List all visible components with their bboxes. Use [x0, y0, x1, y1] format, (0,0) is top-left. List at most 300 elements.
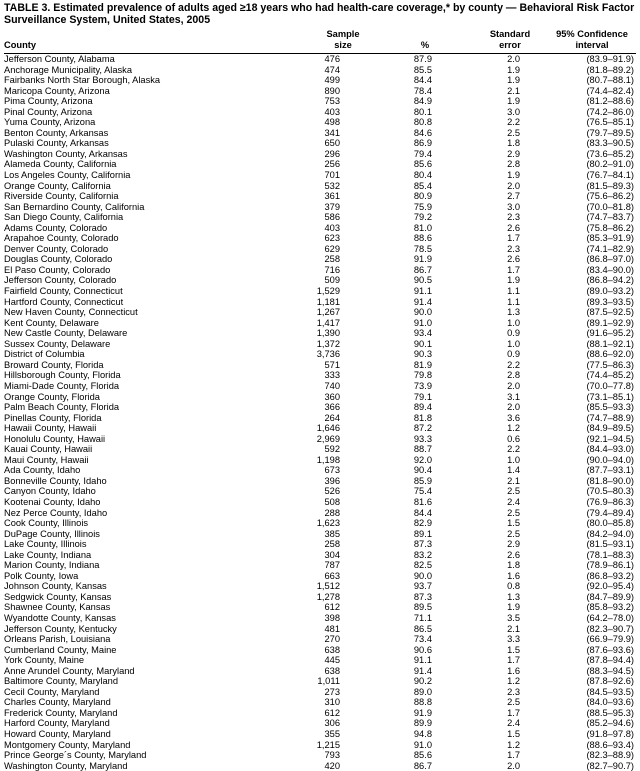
cell-confidence-interval: (81.5–89.3) — [586, 180, 634, 191]
table-row — [0, 202, 640, 213]
cell-county: Pima County, Arizona — [4, 96, 93, 107]
cell-confidence-interval: (74.7–88.9) — [586, 412, 634, 423]
table-row — [0, 297, 640, 308]
cell-confidence-interval: (88.6–93.4) — [586, 739, 634, 750]
cell-sample-size: 571 — [324, 359, 340, 370]
cell-sample-size: 288 — [324, 507, 340, 518]
cell-percent: 89.1 — [413, 528, 432, 539]
cell-county: Marion County, Indiana — [4, 560, 100, 571]
table-row — [0, 54, 640, 65]
cell-confidence-interval: (64.2–78.0) — [586, 612, 634, 623]
cell-county: Nez Perce County, Idaho — [4, 507, 108, 518]
cell-confidence-interval: (86.8–97.0) — [586, 254, 634, 265]
table-row — [0, 275, 640, 286]
table-row — [0, 212, 640, 223]
table-row — [0, 518, 640, 529]
cell-county: Orleans Parish, Louisiana — [4, 634, 111, 645]
cell-standard-error: 3.6 — [507, 412, 520, 423]
cell-percent: 88.6 — [413, 233, 432, 244]
cell-confidence-interval: (73.6–85.2) — [586, 148, 634, 159]
cell-confidence-interval: (81.8–90.0) — [586, 475, 634, 486]
cell-standard-error: 2.0 — [507, 760, 520, 771]
cell-percent: 79.1 — [413, 391, 432, 402]
cell-percent: 89.9 — [413, 718, 432, 729]
cell-county: Washington County, Maryland — [4, 760, 128, 771]
cell-sample-size: 586 — [324, 212, 340, 223]
cell-county: Kauai County, Hawaii — [4, 444, 93, 455]
cell-standard-error: 2.9 — [507, 148, 520, 159]
cell-sample-size: 474 — [324, 64, 340, 75]
cell-sample-size: 498 — [324, 117, 340, 128]
cell-county: Los Angeles County, California — [4, 170, 131, 181]
cell-sample-size: 1,623 — [316, 518, 340, 529]
table-row — [0, 708, 640, 719]
cell-confidence-interval: (76.5–85.1) — [586, 117, 634, 128]
cell-sample-size: 787 — [324, 560, 340, 571]
cell-percent: 89.0 — [413, 686, 432, 697]
cell-county: Ada County, Idaho — [4, 465, 81, 476]
cell-sample-size: 663 — [324, 570, 340, 581]
cell-sample-size: 304 — [324, 549, 340, 560]
cell-standard-error: 1.7 — [507, 750, 520, 761]
cell-county: Alameda County, California — [4, 159, 117, 170]
cell-sample-size: 1,198 — [316, 454, 340, 465]
cell-sample-size: 753 — [324, 96, 340, 107]
table-row — [0, 750, 640, 761]
cell-percent: 91.9 — [413, 707, 432, 718]
cell-percent: 91.1 — [413, 655, 432, 666]
cell-percent: 73.9 — [413, 380, 432, 391]
cell-confidence-interval: (87.8–92.6) — [586, 676, 634, 687]
cell-confidence-interval: (73.1–85.1) — [586, 391, 634, 402]
cell-county: Frederick County, Maryland — [4, 707, 118, 718]
cell-sample-size: 403 — [324, 222, 340, 233]
cell-percent: 94.8 — [413, 729, 432, 739]
table-row — [0, 138, 640, 149]
table-row — [0, 360, 640, 371]
cell-county: Pinellas County, Florida — [4, 412, 102, 423]
cell-sample-size: 623 — [324, 233, 340, 244]
cell-percent: 91.4 — [413, 665, 432, 676]
cell-sample-size: 638 — [324, 644, 340, 655]
cell-sample-size: 499 — [324, 75, 340, 86]
cell-percent: 78.5 — [413, 243, 432, 254]
cell-standard-error: 2.2 — [507, 359, 520, 370]
table-row — [0, 339, 640, 350]
cell-county: Hawaii County, Hawaii — [4, 423, 97, 434]
cell-percent: 73.4 — [413, 634, 432, 645]
header-sample-size — [318, 29, 368, 51]
cell-percent: 86.5 — [413, 623, 432, 634]
cell-confidence-interval: (87.6–93.6) — [586, 644, 634, 655]
cell-county: Johnson County, Kansas — [4, 581, 107, 592]
cell-confidence-interval: (74.2–86.0) — [586, 106, 634, 117]
cell-standard-error: 1.9 — [507, 96, 520, 107]
table-row — [0, 697, 640, 708]
cell-county: Cumberland County, Maine — [4, 644, 117, 655]
cell-standard-error: 2.5 — [507, 486, 520, 497]
cell-confidence-interval: (66.9–79.9) — [586, 634, 634, 645]
cell-sample-size: 890 — [324, 85, 340, 96]
cell-confidence-interval: (81.2–88.6) — [586, 96, 634, 107]
table-row — [0, 571, 640, 582]
cell-percent: 90.5 — [413, 275, 432, 286]
table-row — [0, 318, 640, 329]
cell-standard-error: 2.4 — [507, 718, 520, 729]
cell-confidence-interval: (74.7–83.7) — [586, 212, 634, 223]
cell-standard-error: 0.9 — [507, 349, 520, 360]
cell-county: Benton County, Arkansas — [4, 127, 109, 138]
cell-standard-error: 2.3 — [507, 212, 520, 223]
header-se-line1: Standard — [489, 29, 531, 39]
cell-standard-error: 3.0 — [507, 106, 520, 117]
cell-percent: 88.8 — [413, 697, 432, 708]
cell-confidence-interval: (83.4–90.0) — [586, 264, 634, 275]
cell-percent: 91.1 — [413, 286, 432, 297]
header-county — [4, 40, 36, 51]
cell-percent: 87.3 — [413, 591, 432, 602]
cell-sample-size: 270 — [324, 634, 340, 645]
cell-sample-size: 1,529 — [316, 286, 340, 297]
cell-county: Orange County, Florida — [4, 391, 100, 402]
cell-county: Jefferson County, Colorado — [4, 275, 117, 286]
table-row — [0, 402, 640, 413]
cell-percent: 81.0 — [413, 222, 432, 233]
table-row — [0, 529, 640, 540]
cell-standard-error: 2.0 — [507, 380, 520, 391]
cell-percent: 80.1 — [413, 106, 432, 117]
cell-county: Charles County, Maryland — [4, 697, 111, 708]
cell-sample-size: 258 — [324, 254, 340, 265]
cell-percent: 87.2 — [413, 423, 432, 434]
table-row — [0, 413, 640, 424]
cell-percent: 79.4 — [413, 148, 432, 159]
cell-confidence-interval: (82.7–90.7) — [586, 760, 634, 771]
cell-standard-error: 1.2 — [507, 739, 520, 750]
cell-sample-size: 1,278 — [316, 591, 340, 602]
table-row — [0, 613, 640, 624]
cell-county: Maui County, Hawaii — [4, 454, 89, 465]
cell-standard-error: 2.4 — [507, 496, 520, 507]
table-row — [0, 392, 640, 403]
header-se-line2: error — [499, 40, 521, 50]
cell-percent: 90.0 — [413, 307, 432, 318]
cell-county: Lake County, Illinois — [4, 539, 87, 550]
cell-sample-size: 258 — [324, 539, 340, 550]
cell-county: Montgomery County, Maryland — [4, 739, 131, 750]
cell-county: Riverside County, California — [4, 191, 119, 202]
cell-percent: 82.9 — [413, 518, 432, 529]
cell-percent: 85.6 — [413, 750, 432, 761]
cell-percent: 84.4 — [413, 507, 432, 518]
cell-county: El Paso County, Colorado — [4, 264, 111, 275]
table-row — [0, 645, 640, 656]
cell-sample-size: 629 — [324, 243, 340, 254]
cell-percent: 91.0 — [413, 739, 432, 750]
cell-percent: 86.9 — [413, 138, 432, 149]
cell-percent: 80.4 — [413, 170, 432, 181]
cell-standard-error: 2.3 — [507, 243, 520, 254]
table-row — [0, 624, 640, 635]
cell-standard-error: 2.5 — [507, 127, 520, 138]
cell-county: Adams County, Colorado — [4, 222, 108, 233]
cell-percent: 81.9 — [413, 359, 432, 370]
table-row — [0, 455, 640, 466]
cell-sample-size: 1,372 — [316, 338, 340, 349]
cell-percent: 78.4 — [413, 85, 432, 96]
cell-sample-size: 793 — [324, 750, 340, 761]
table-row — [0, 687, 640, 698]
cell-standard-error: 1.0 — [507, 454, 520, 465]
cell-standard-error: 1.3 — [507, 307, 520, 318]
cell-sample-size: 355 — [324, 729, 340, 739]
cell-sample-size: 638 — [324, 665, 340, 676]
cell-standard-error: 3.1 — [507, 391, 520, 402]
cell-confidence-interval: (88.1–92.1) — [586, 338, 634, 349]
cell-standard-error: 1.5 — [507, 518, 520, 529]
cell-sample-size: 3,736 — [316, 349, 340, 360]
cell-standard-error: 1.0 — [507, 317, 520, 328]
cell-standard-error: 2.6 — [507, 222, 520, 233]
cell-sample-size: 256 — [324, 159, 340, 170]
cell-standard-error: 2.2 — [507, 444, 520, 455]
table-row — [0, 223, 640, 234]
cell-percent: 90.0 — [413, 570, 432, 581]
cell-county: York County, Maine — [4, 655, 85, 666]
table-title: TABLE 3. Estimated prevalence of adults aged ≥18 years who had health-care coverage,* by county — Behavioral Risk Factor Surveillance System, United States, 2005 — [4, 2, 635, 26]
table-row — [0, 592, 640, 603]
cell-confidence-interval: (87.5–92.5) — [586, 307, 634, 318]
cell-county: Fairbanks North Star Borough, Alaska — [4, 75, 161, 86]
cell-sample-size: 1,646 — [316, 423, 340, 434]
cell-sample-size: 1,390 — [316, 328, 340, 339]
table-row — [0, 444, 640, 455]
cell-confidence-interval: (84.9–89.5) — [586, 423, 634, 434]
cell-sample-size: 481 — [324, 623, 340, 634]
cell-standard-error: 2.9 — [507, 539, 520, 550]
cell-county: Cecil County, Maryland — [4, 686, 100, 697]
cell-standard-error: 1.2 — [507, 423, 520, 434]
cell-county: Harford County, Maryland — [4, 718, 110, 729]
cell-percent: 79.2 — [413, 212, 432, 223]
cell-county: Howard County, Maryland — [4, 729, 111, 739]
table-row — [0, 497, 640, 508]
cell-sample-size: 306 — [324, 718, 340, 729]
cell-standard-error: 1.5 — [507, 729, 520, 739]
cell-sample-size: 532 — [324, 180, 340, 191]
cell-confidence-interval: (86.8–93.2) — [586, 570, 634, 581]
table-row — [0, 86, 640, 97]
cell-confidence-interval: (78.1–88.3) — [586, 549, 634, 560]
cell-percent: 91.9 — [413, 254, 432, 265]
header-confidence-interval — [548, 29, 636, 51]
cell-confidence-interval: (79.7–89.5) — [586, 127, 634, 138]
cell-percent: 90.1 — [413, 338, 432, 349]
cell-percent: 90.2 — [413, 676, 432, 687]
table-row — [0, 508, 640, 519]
table-row — [0, 65, 640, 76]
cell-confidence-interval: (70.5–80.3) — [586, 486, 634, 497]
cell-sample-size: 366 — [324, 402, 340, 413]
header-percent-label: % — [420, 40, 430, 50]
cell-county: Hillsborough County, Florida — [4, 370, 121, 381]
cell-standard-error: 3.3 — [507, 634, 520, 645]
cell-percent: 86.7 — [413, 264, 432, 275]
cell-sample-size: 1,267 — [316, 307, 340, 318]
cell-standard-error: 1.7 — [507, 655, 520, 666]
cell-standard-error: 2.0 — [507, 54, 520, 64]
cell-county: Honolulu County, Hawaii — [4, 433, 106, 444]
cell-sample-size: 385 — [324, 528, 340, 539]
cell-confidence-interval: (91.8–97.8) — [586, 729, 634, 739]
table-row — [0, 434, 640, 445]
cell-sample-size: 1,215 — [316, 739, 340, 750]
cell-percent: 80.8 — [413, 117, 432, 128]
cell-confidence-interval: (78.9–86.1) — [586, 560, 634, 571]
cell-county: Sussex County, Delaware — [4, 338, 111, 349]
cell-sample-size: 341 — [324, 127, 340, 138]
cell-standard-error: 1.3 — [507, 591, 520, 602]
cell-sample-size: 673 — [324, 465, 340, 476]
cell-percent: 89.4 — [413, 402, 432, 413]
cell-standard-error: 1.1 — [507, 286, 520, 297]
header-sample-line2: size — [334, 40, 352, 50]
cell-standard-error: 2.1 — [507, 623, 520, 634]
cell-standard-error: 2.1 — [507, 85, 520, 96]
cell-county: Polk County, Iowa — [4, 570, 79, 581]
table-row — [0, 75, 640, 86]
cell-sample-size: 403 — [324, 106, 340, 117]
cell-percent: 93.7 — [413, 581, 432, 592]
cell-county: Washington County, Arkansas — [4, 148, 128, 159]
cell-percent: 87.9 — [413, 54, 432, 64]
table-row — [0, 149, 640, 160]
cell-county: Anchorage Municipality, Alaska — [4, 64, 132, 75]
cell-sample-size: 476 — [324, 54, 340, 64]
cell-sample-size: 360 — [324, 391, 340, 402]
table-row — [0, 170, 640, 181]
cell-percent: 90.4 — [413, 465, 432, 476]
cell-confidence-interval: (87.8–94.4) — [586, 655, 634, 666]
cell-confidence-interval: (82.3–90.7) — [586, 623, 634, 634]
cell-standard-error: 0.8 — [507, 581, 520, 592]
cell-county: District of Columbia — [4, 349, 85, 360]
cell-percent: 93.3 — [413, 433, 432, 444]
cell-sample-size: 310 — [324, 697, 340, 708]
cell-confidence-interval: (88.5–95.3) — [586, 707, 634, 718]
cell-sample-size: 1,512 — [316, 581, 340, 592]
table-row — [0, 476, 640, 487]
table-row — [0, 307, 640, 318]
cell-county: San Diego County, California — [4, 212, 124, 223]
header-standard-error — [480, 29, 540, 51]
cell-standard-error: 2.7 — [507, 191, 520, 202]
cell-county: Kent County, Delaware — [4, 317, 99, 328]
cell-sample-size: 398 — [324, 612, 340, 623]
cell-standard-error: 2.2 — [507, 117, 520, 128]
cell-confidence-interval: (82.3–88.9) — [586, 750, 634, 761]
cell-standard-error: 2.5 — [507, 507, 520, 518]
cell-percent: 85.9 — [413, 475, 432, 486]
cell-percent: 82.5 — [413, 560, 432, 571]
cell-confidence-interval: (81.5–93.1) — [586, 539, 634, 550]
cell-percent: 86.7 — [413, 760, 432, 771]
cell-standard-error: 2.8 — [507, 159, 520, 170]
cell-county: Cook County, Illinois — [4, 518, 89, 529]
cell-confidence-interval: (92.1–94.5) — [586, 433, 634, 444]
cell-county: Jefferson County, Kentucky — [4, 623, 117, 634]
cell-percent: 85.5 — [413, 64, 432, 75]
cell-standard-error: 1.9 — [507, 170, 520, 181]
cell-confidence-interval: (84.5–93.5) — [586, 686, 634, 697]
cell-sample-size: 509 — [324, 275, 340, 286]
cell-confidence-interval: (80.2–91.0) — [586, 159, 634, 170]
cell-county: New Haven County, Connecticut — [4, 307, 138, 318]
cell-confidence-interval: (92.0–95.4) — [586, 581, 634, 592]
cell-sample-size: 1,181 — [316, 296, 340, 307]
cell-percent: 75.9 — [413, 201, 432, 212]
table-row — [0, 761, 640, 771]
table-row — [0, 550, 640, 561]
table-row — [0, 581, 640, 592]
header-ci-line2: interval — [575, 40, 609, 50]
table-row — [0, 729, 640, 740]
header-county-label: County — [4, 40, 37, 50]
cell-percent: 91.0 — [413, 317, 432, 328]
table-row — [0, 117, 640, 128]
cell-confidence-interval: (87.7–93.1) — [586, 465, 634, 476]
cell-confidence-interval: (80.0–85.8) — [586, 518, 634, 529]
cell-standard-error: 1.5 — [507, 644, 520, 655]
cell-sample-size: 396 — [324, 475, 340, 486]
cell-standard-error: 0.9 — [507, 328, 520, 339]
cell-county: DuPage County, Illinois — [4, 528, 100, 539]
cell-sample-size: 701 — [324, 170, 340, 181]
cell-county: Jefferson County, Alabama — [4, 54, 115, 64]
cell-percent: 75.4 — [413, 486, 432, 497]
cell-county: Hartford County, Connecticut — [4, 296, 124, 307]
cell-county: Canyon County, Idaho — [4, 486, 96, 497]
cell-county: Arapahoe County, Colorado — [4, 233, 119, 244]
cell-confidence-interval: (77.5–86.3) — [586, 359, 634, 370]
cell-sample-size: 333 — [324, 370, 340, 381]
cell-confidence-interval: (89.1–92.9) — [586, 317, 634, 328]
cell-percent: 80.9 — [413, 191, 432, 202]
cell-confidence-interval: (83.3–90.5) — [586, 138, 634, 149]
table-row — [0, 718, 640, 729]
table-row — [0, 539, 640, 550]
cell-county: New Castle County, Delaware — [4, 328, 128, 339]
cell-confidence-interval: (70.0–81.8) — [586, 201, 634, 212]
cell-confidence-interval: (74.4–85.2) — [586, 370, 634, 381]
cell-county: Denver County, Colorado — [4, 243, 109, 254]
cell-percent: 84.9 — [413, 96, 432, 107]
cell-confidence-interval: (79.4–89.4) — [586, 507, 634, 518]
cell-county: Wyandotte County, Kansas — [4, 612, 116, 623]
cell-confidence-interval: (91.6–95.2) — [586, 328, 634, 339]
table-row — [0, 254, 640, 265]
cell-sample-size: 296 — [324, 148, 340, 159]
cell-county: Orange County, California — [4, 180, 111, 191]
cell-confidence-interval: (76.9–86.3) — [586, 496, 634, 507]
cell-standard-error: 2.6 — [507, 254, 520, 265]
table-row — [0, 465, 640, 476]
cell-standard-error: 1.7 — [507, 264, 520, 275]
cell-county: Maricopa County, Arizona — [4, 85, 110, 96]
cell-confidence-interval: (89.3–93.5) — [586, 296, 634, 307]
cell-standard-error: 1.6 — [507, 665, 520, 676]
cell-confidence-interval: (90.0–94.0) — [586, 454, 634, 465]
